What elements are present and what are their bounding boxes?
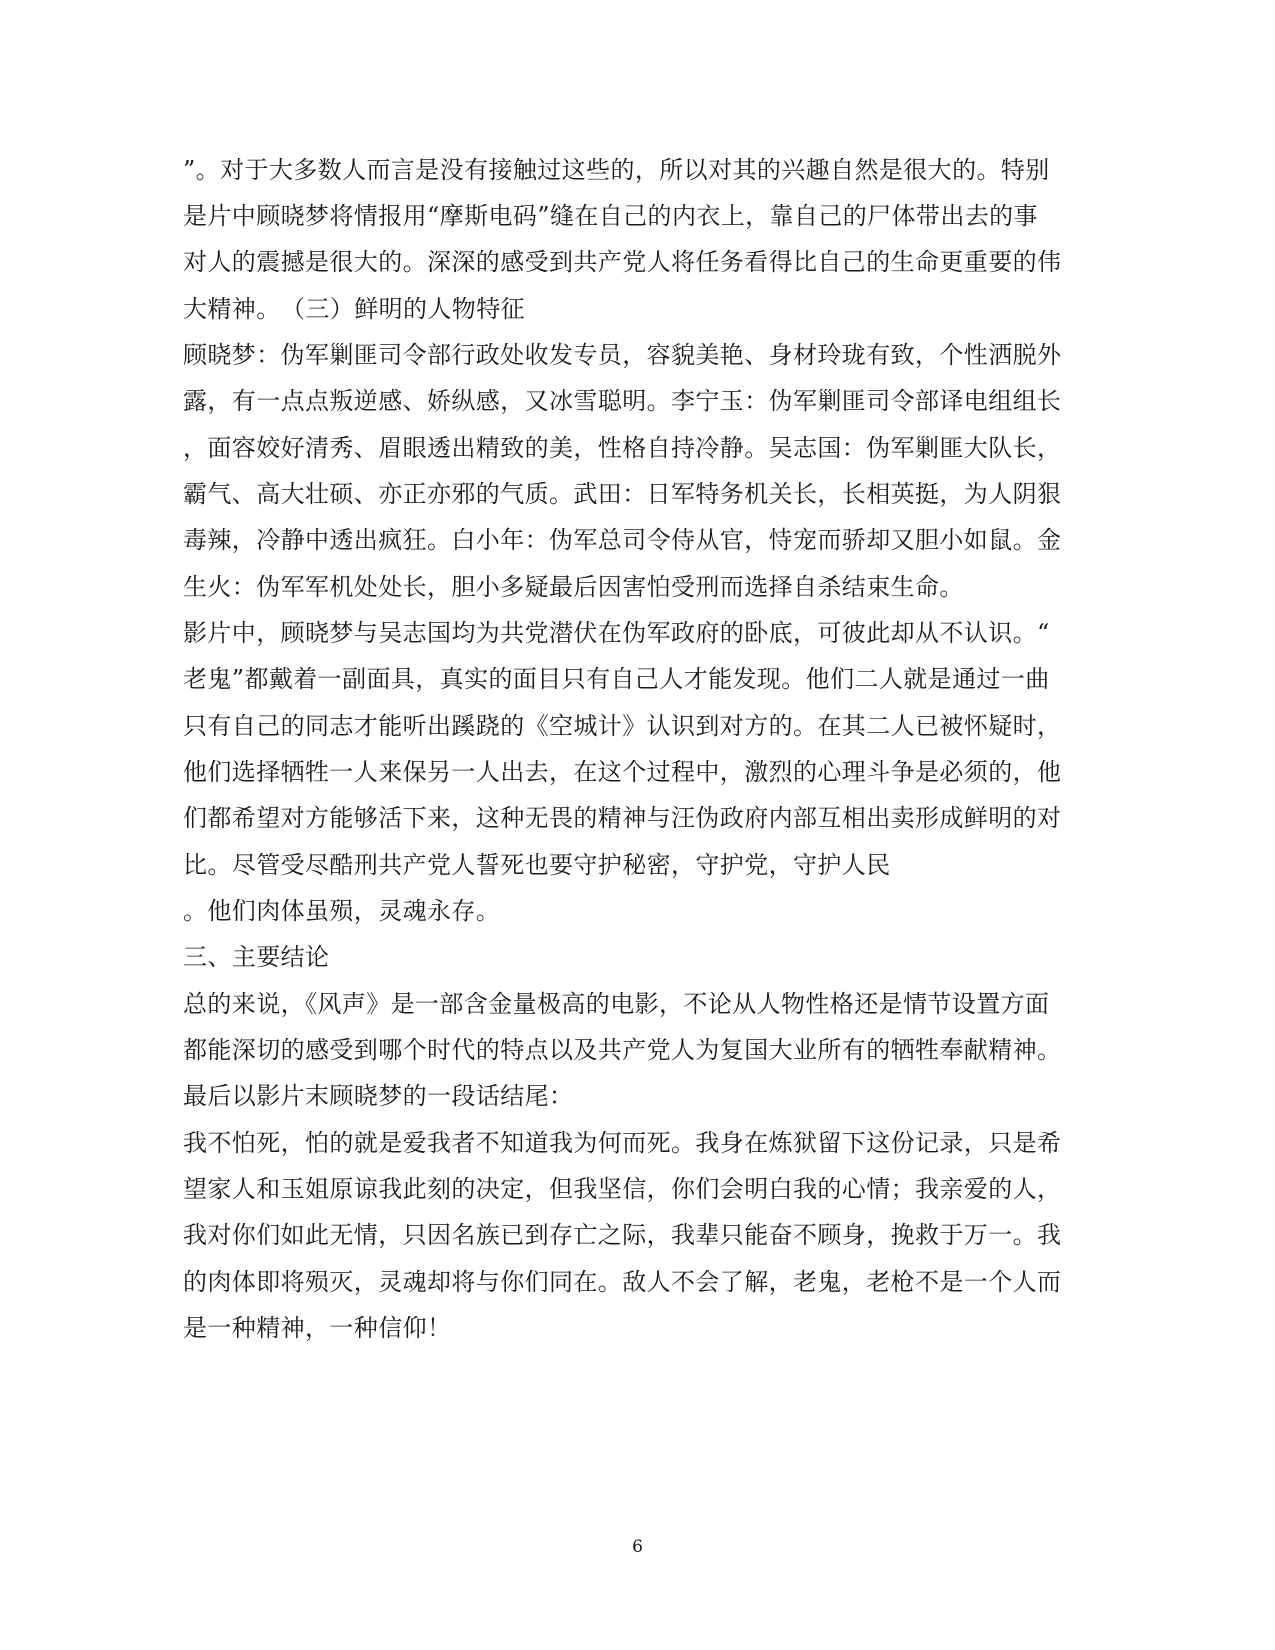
text-line: 他们选择牺牲一人来保另一人出去，在这个过程中，激烈的心理斗争是必须的，他: [183, 758, 1062, 786]
text-line: ，面容姣好清秀、眉眼透出精致的美，性格自持冷静。吴志国：伪军剿匪大队长，: [183, 434, 1062, 462]
page-number: 6: [632, 1537, 643, 1557]
text-line: 生火：伪军军机处处长，胆小多疑最后因害怕受刑而选择自杀结束生命。: [183, 573, 964, 601]
text-line: 只有自己的同志才能听出蹊跷的《空城计》认识到对方的。在其二人已被怀疑时，: [183, 712, 1062, 740]
text-line: 都能深切的感受到哪个时代的特点以及共产党人为复国大业所有的牺牲奉献精神。: [183, 1036, 1062, 1064]
section-heading: 三、主要结论: [183, 943, 330, 971]
text-line: 是一种精神，一种信仰！: [183, 1314, 452, 1342]
text-line: 顾晓梦：伪军剿匪司令部行政处收发专员，容貌美艳、身材玲珑有致，个性洒脱外: [183, 341, 1062, 369]
text-line: 我不怕死，怕的就是爱我者不知道我为何而死。我身在炼狱留下这份记录，只是希: [183, 1129, 1062, 1157]
text-line: 霸气、高大壮硕、亦正亦邪的气质。武田：日军特务机关长，长相英挺，为人阴狠: [183, 480, 1062, 508]
text-line: 。他们肉体虽殒，灵魂永存。: [183, 897, 501, 925]
text-line: 的肉体即将殒灭，灵魂却将与你们同在。敌人不会了解，老鬼，老枪不是一个人而: [183, 1268, 1062, 1296]
text-line: 影片中，顾晓梦与吴志国均为共党潜伏在伪军政府的卧底，可彼此却从不认识。“: [183, 619, 1050, 647]
text-line: ”。对于大多数人而言是没有接触过这些的，所以对其的兴趣自然是很大的。特别: [183, 156, 1050, 184]
text-line: 露，有一点点叛逆感、娇纵感，又冰雪聪明。李宁玉：伪军剿匪司令部译电组组长: [183, 387, 1062, 415]
text-line: 最后以影片末顾晓梦的一段话结尾：: [183, 1082, 574, 1110]
text-line: 望家人和玉姐原谅我此刻的决定，但我坚信，你们会明白我的心情；我亲爱的人，: [183, 1175, 1062, 1203]
text-line: 毒辣，冷静中透出疯狂。白小年：伪军总司令侍从官，恃宠而骄却又胆小如鼠。金: [183, 526, 1062, 554]
text-line: 老鬼”都戴着一副面具，真实的面目只有自己人才能发现。他们二人就是通过一曲: [183, 665, 1050, 693]
text-line: 们都希望对方能够活下来，这种无畏的精神与汪伪政府内部互相出卖形成鲜明的对: [183, 804, 1062, 832]
text-line: 总的来说，《风声》是一部含金量极高的电影，不论从人物性格还是情节设置方面: [183, 990, 1050, 1018]
text-line: 是片中顾晓梦将情报用“摩斯电码”缝在自己的内衣上，靠自己的尸体带出去的事: [183, 202, 1038, 230]
text-line: 我对你们如此无情，只因名族已到存亡之际，我辈只能奋不顾身，挽救于万一。我: [183, 1221, 1062, 1249]
text-line: 对人的震撼是很大的。深深的感受到共产党人将任务看得比自己的生命更重要的伟: [183, 248, 1062, 276]
text-line: 比。尽管受尽酷刑共产党人誓死也要守护秘密，守护党，守护人民: [183, 851, 891, 879]
text-line: 大精神。 （三）鲜明的人物特征: [183, 295, 525, 323]
